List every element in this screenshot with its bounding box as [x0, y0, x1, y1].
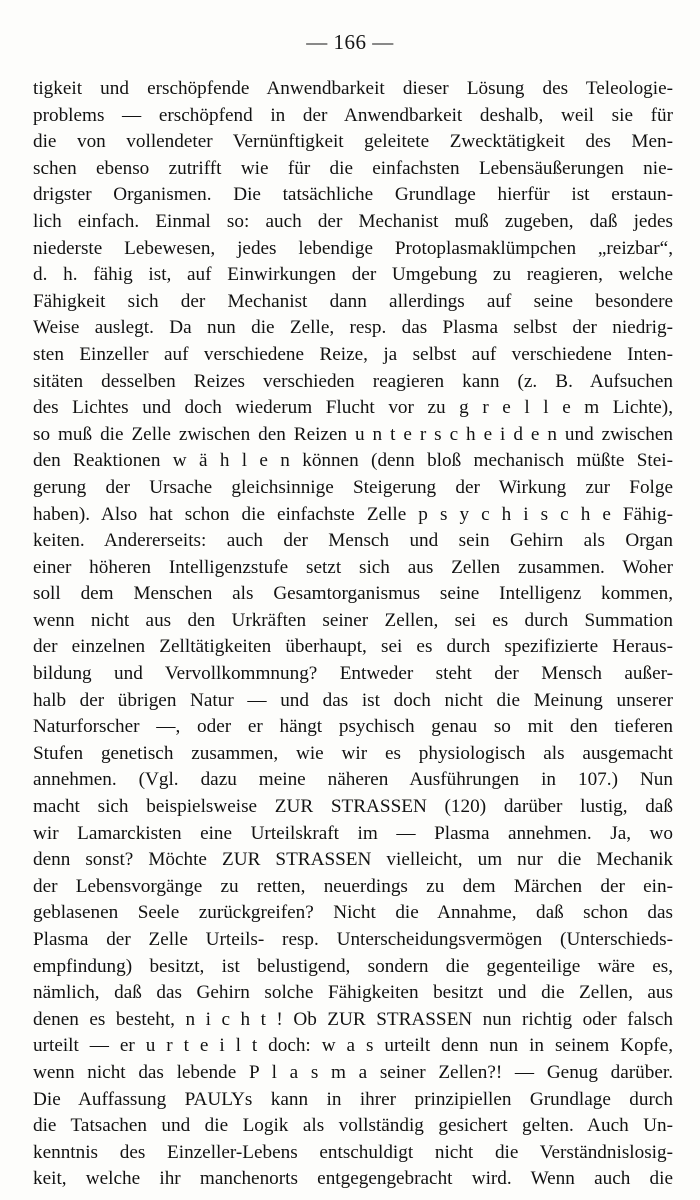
text-line: Naturforscher —, oder er hängt psychisch genau so mit den tieferen: [33, 716, 673, 738]
text-line: wenn nicht das lebende P l a s m a seiner Zellen?! — Genug darüber.: [33, 1061, 673, 1083]
text-line: Plasma der Zelle Urteils- resp. Unterscheidungsvermögen (Unterschieds-: [33, 929, 673, 950]
page-number: — 166 —: [306, 30, 394, 54]
text-line: annehmen. (Vgl. dazu meine näheren Ausführungen in 107.) Nun: [33, 769, 673, 791]
text-line: keiten. Andererseits: auch der Mensch und sein Gehirn als Organ: [33, 530, 673, 552]
text-line: Stufen genetisch zusammen, wie wir es physiologisch als ausgemacht: [33, 742, 673, 764]
text-line: d. h. fähig ist, auf Einwirkungen der Umgebung zu reagieren, welche: [33, 264, 673, 286]
text-line: Die Auffassung PAULYs kann in ihrer prinzipiellen Grundlage durch: [33, 1088, 673, 1110]
text-line: niederste Lebewesen, jedes lebendige Protoplasmaklümpchen „reizbar“,: [33, 237, 673, 259]
text-line: schen ebenso zutrifft wie für die einfachsten Lebensäußerungen nie-: [33, 157, 673, 179]
text-line: kenntnis des Einzeller-Lebens entschuldigt nicht die Verständnislosig-: [33, 1141, 673, 1163]
text-line: nämlich, daß das Gehirn solche Fähigkeiten besitzt und die Zellen, aus: [33, 982, 673, 1004]
text-line: tigkeit und erschöpfende Anwendbarkeit dieser Lösung des Teleologie-: [33, 78, 673, 99]
text-line: drigster Organismen. Die tatsächliche Grundlage hierfür ist erstaun-: [33, 184, 673, 206]
text-line: die Tatsachen und die Logik als vollständig gesichert gelten. Auch Un-: [33, 1115, 673, 1137]
text-line: haben). Also hat schon die einfachste Zelle p s y c h i s c h e Fähig-: [33, 503, 673, 525]
text-line: denen es besteht, n i c h t ! Ob ZUR STRASSEN nun richtig oder falsch: [33, 1008, 673, 1030]
text-line: denn sonst? Möchte ZUR STRASSEN vielleicht, um nur die Mechanik: [33, 849, 673, 871]
text-line: geblasenen Seele zurückgreifen? Nicht die Annahme, daß schon das: [33, 902, 673, 924]
text-line: des Lichtes und doch wiederum Flucht vor zu g r e l l e m Lichte),: [33, 397, 673, 419]
text-line: halb der übrigen Natur — und das ist doch nicht die Meinung unserer: [33, 689, 673, 711]
body-text: [33, 76, 673, 1193]
text-line: keit, welche ihr manchenorts entgegengebracht wird. Wenn auch die: [33, 1168, 673, 1190]
text-line: einer höheren Intelligenzstufe setzt sich aus Zellen zusammen. Woher: [33, 556, 673, 578]
text-line: den Reaktionen w ä h l e n können (denn bloß mechanisch müßte Stei-: [33, 450, 673, 472]
text-line: gerung der Ursache gleichsinnige Steigerung der Wirkung zur Folge: [33, 476, 673, 498]
text-line: wir Lamarckisten eine Urteilskraft im — Plasma annehmen. Ja, wo: [33, 822, 673, 844]
text-line: bildung und Vervollkommnung? Entweder steht der Mensch außer-: [33, 663, 673, 685]
text-line: sitäten desselben Reizes verschieden reagieren kann (z. B. Aufsuchen: [33, 370, 673, 392]
text-line: macht sich beispielsweise ZUR STRASSEN (120) darüber lustig, daß: [33, 796, 673, 818]
text-line: empfindung) besitzt, ist belustigend, sondern die gegenteilige wäre es,: [33, 955, 673, 977]
text-line: der Lebensvorgänge zu retten, neuerdings zu dem Märchen der ein-: [33, 875, 673, 897]
text-line: die von vollendeter Vernünftigkeit geleitete Zwecktätigkeit des Men-: [33, 131, 673, 153]
text-line: soll dem Menschen als Gesamtorganismus seine Intelligenz kommen,: [33, 583, 673, 605]
text-line: urteilt — er u r t e i l t doch: w a s urteilt denn nun in seinem Kopfe,: [33, 1035, 673, 1057]
text-line: sten Einzeller auf verschiedene Reize, ja selbst auf verschiedene Inten-: [33, 343, 673, 365]
text-line: Weise auslegt. Da nun die Zelle, resp. das Plasma selbst der niedrig-: [33, 317, 673, 339]
text-line: problems — erschöpfend in der Anwendbarkeit deshalb, weil sie für: [33, 104, 673, 126]
text-line: der einzelnen Zelltätigkeiten überhaupt, sei es durch spezifizierte Heraus-: [33, 636, 673, 658]
text-line: so muß die Zelle zwischen den Reizen u n t e r s c h e i d e n und zwischen: [33, 423, 673, 445]
text-line: lich einfach. Einmal so: auch der Mechanist muß zugeben, daß jedes: [33, 210, 673, 232]
text-line: Fähigkeit sich der Mechanist dann allerdings auf seine besondere: [33, 290, 673, 312]
text-line: wenn nicht aus den Urkräften seiner Zellen, sei es durch Summation: [33, 609, 673, 631]
